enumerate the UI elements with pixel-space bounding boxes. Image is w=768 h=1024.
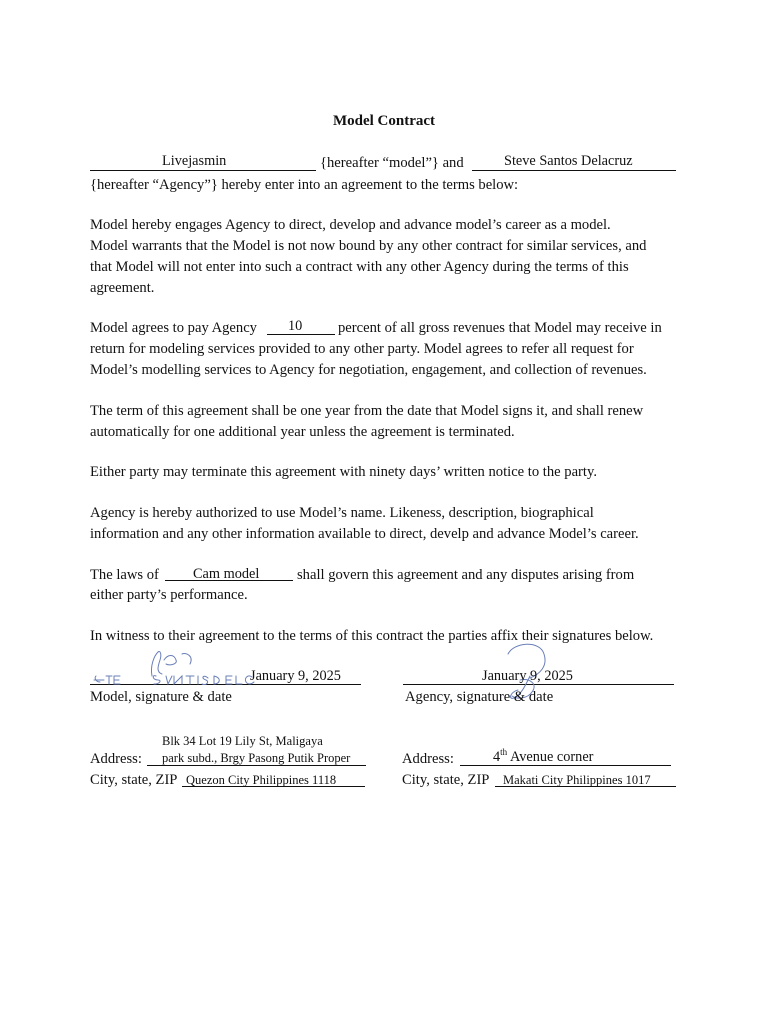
model-city-label: City, state, ZIP xyxy=(90,772,178,788)
agency-hereafter-text: {hereafter “Agency”} hereby enter into an agreement to the terms below: xyxy=(90,177,519,193)
laws-rest: either party’s performance. xyxy=(90,587,248,603)
authorization-clause xyxy=(90,503,690,545)
agency-address-number: 4 xyxy=(493,749,501,765)
model-hereafter-text: {hereafter “model”} and xyxy=(320,155,464,171)
model-name-underline xyxy=(90,170,316,171)
model-address-line2: park subd., Brgy Pasong Putik Proper xyxy=(162,751,351,765)
model-address-line1: Blk 34 Lot 19 Lily St, Maligaya xyxy=(162,734,323,748)
clause-line: return for modeling services provided to any other party. Model agrees to refer all request for xyxy=(90,341,634,357)
model-signature-caption: Model, signature & date xyxy=(90,689,232,705)
model-handwritten-signature xyxy=(90,646,260,686)
agency-city-label: City, state, ZIP xyxy=(402,772,490,788)
model-signature-date: January 9, 2025 xyxy=(250,668,341,684)
laws-suffix: shall govern this agreement and any disputes arising from xyxy=(297,567,635,583)
document-title: Model Contract xyxy=(332,113,436,129)
payment-clause-rest xyxy=(90,339,690,381)
laws-value: Cam model xyxy=(193,566,260,582)
agency-address-label: Address: xyxy=(402,751,454,767)
clause-line: information and any other information available to direct, develp and advance Model’s career. xyxy=(90,526,639,542)
clause-line: Agency is hereby authorized to use Model’s name. Likeness, description, biographical xyxy=(90,505,594,521)
term-clause xyxy=(90,401,690,443)
clause-line: Model’s modelling services to Agency for negotiation, engagement, and collection of revenues. xyxy=(90,362,647,378)
agency-signature-date: January 9, 2025 xyxy=(482,668,573,684)
clause-line: The term of this agreement shall be one year from the date that Model signs it, and shall renew xyxy=(90,403,644,419)
clause-line: automatically for one additional year unless the agreement is terminated. xyxy=(90,424,515,440)
termination-clause: Either party may terminate this agreement with ninety days’ written notice to the party. xyxy=(90,464,597,480)
clause-line: that Model will not enter into such a contract with any other Agency during the terms of this xyxy=(90,259,629,275)
model-name-value: Livejasmin xyxy=(162,153,227,169)
payment-percent-value: 10 xyxy=(288,318,303,334)
agency-address-street: Avenue corner xyxy=(507,749,594,765)
clause-line: Model hereby engages Agency to direct, develop and advance model’s career as a model. xyxy=(90,217,611,233)
engagement-clause xyxy=(90,215,690,299)
laws-prefix: The laws of xyxy=(90,567,159,583)
agency-address-ordinal: th xyxy=(500,747,508,758)
model-address-label: Address: xyxy=(90,751,142,767)
payment-suffix: percent of all gross revenues that Model may receive in xyxy=(338,320,662,336)
clause-line: agreement. xyxy=(90,280,155,296)
payment-prefix: Model agrees to pay Agency xyxy=(90,320,257,336)
witness-clause: In witness to their agreement to the terms of this contract the parties affix their signatures below. xyxy=(90,628,654,644)
clause-line: Model warrants that the Model is not now bound by any other contract for similar services, and xyxy=(90,238,647,254)
agency-signature-caption: Agency, signature & date xyxy=(405,689,554,705)
agency-city-value: Makati City Philippines 1017 xyxy=(503,773,651,787)
agency-address-value xyxy=(493,749,593,766)
agency-name-underline xyxy=(472,170,676,171)
agency-name-value: Steve Santos Delacruz xyxy=(504,153,633,169)
model-city-value: Quezon City Philippines 1118 xyxy=(186,773,337,787)
